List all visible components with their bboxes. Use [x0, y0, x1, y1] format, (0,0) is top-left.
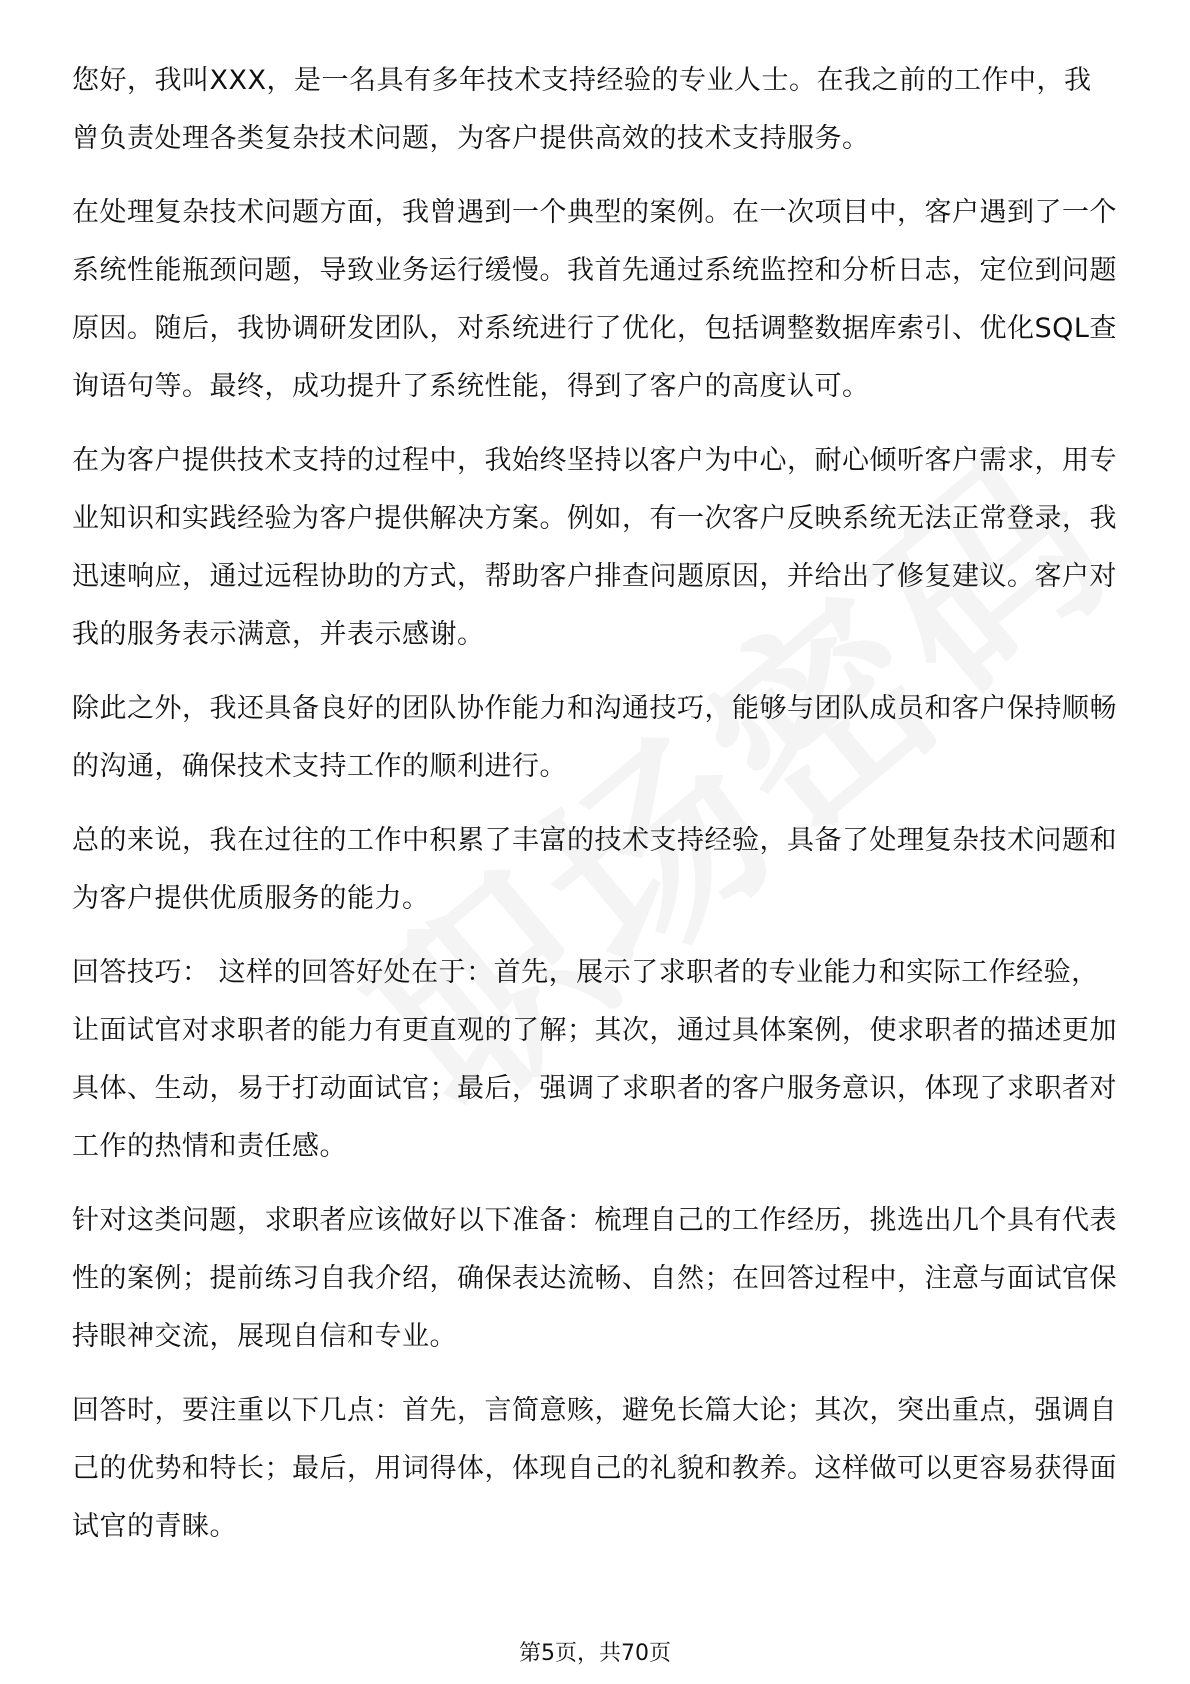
paragraph-technical-case: 在处理复杂技术问题方面，我曾遇到一个典型的案例。在一次项目中，客户遇到了一个系统性能瓶颈问题，导致业务运行缓慢。我首先通过系统监控和分析日志，定位到问题原因。随后，我协调研发团队，对系统进行了优化，包括调整数据库索引、优化SQL查询语句等。最终，成功提升了系统性能，得到了客户的高度认可。 [72, 197, 1117, 402]
paragraph-customer-support: 在为客户提供技术支持的过程中，我始终坚持以客户为中心，耐心倾听客户需求，用专业知识和实践经验为客户提供解决方案。例如，有一次客户反映系统无法正常登录，我迅速响应，通过远程协助的方式，帮助客户排查问题原因，并给出了修复建议。客户对我的服务表示满意，并表示感谢。 [72, 445, 1117, 650]
document-body [72, 52, 1118, 1572]
paragraph-summary: 总的来说，我在过往的工作中积累了丰富的技术支持经验，具备了处理复杂技术问题和为客户提供优质服务的能力。 [72, 825, 1117, 914]
paragraph-answer-points: 回答时，要注重以下几点：首先，言简意赅，避免长篇大论；其次，突出重点，强调自己的优势和特长；最后，用词得体，体现自己的礼貌和教养。这样做可以更容易获得面试官的青睐。 [72, 1395, 1117, 1542]
page-number: 第5页，共70页 [519, 1641, 671, 1666]
paragraph-preparation: 针对这类问题，求职者应该做好以下准备：梳理自己的工作经历，挑选出几个具有代表性的案例；提前练习自我介绍，确保表达流畅、自然；在回答过程中，注意与面试官保持眼神交流，展现自信和专业。 [72, 1205, 1117, 1352]
paragraph-answer-tips: 回答技巧： 这样的回答好处在于：首先，展示了求职者的专业能力和实际工作经验，让面试官对求职者的能力有更直观的了解；其次，通过具体案例，使求职者的描述更加具体、生动，易于打动面试官；最后，强调了求职者的客户服务意识，体现了求职者对工作的热情和责任感。 [72, 957, 1117, 1162]
paragraph-intro: 您好，我叫XXX，是一名具有多年技术支持经验的专业人士。在我之前的工作中，我曾负责处理各类复杂技术问题，为客户提供高效的技术支持服务。 [72, 65, 1092, 154]
paragraph-teamwork: 除此之外，我还具备良好的团队协作能力和沟通技巧，能够与团队成员和客户保持顺畅的沟通，确保技术支持工作的顺利进行。 [72, 693, 1117, 782]
